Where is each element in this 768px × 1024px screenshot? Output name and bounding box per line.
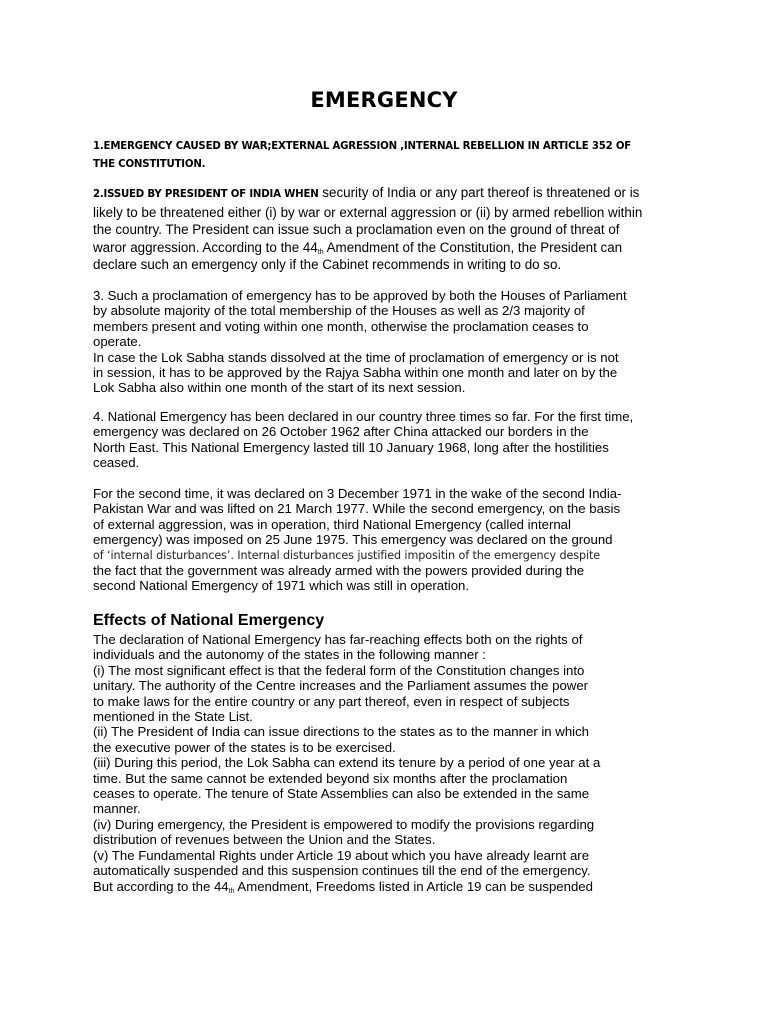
paragraph-3-line: operate.	[93, 334, 142, 350]
effects-line: manner.	[93, 801, 141, 817]
effects-line: (ii) The President of India can issue directions to the states as to the manner in which	[93, 724, 590, 740]
effects-line: the executive power of the states is to be exercised.	[93, 739, 396, 755]
paragraph-1-line: 1.EMERGENCY CAUSED BY WAR;EXTERNAL AGRESSION ,INTERNAL REBELLION IN ARTICLE 352 OF	[93, 141, 632, 152]
paragraph-3-line: In case the Lok Sabha stands dissolved at the time of proclamation of emergency or is not	[93, 349, 619, 365]
effects-text: But according to the 44	[93, 878, 229, 894]
effects-line: The declaration of National Emergency has far-reaching effects both on the rights of	[93, 632, 583, 647]
paragraph-3-line: 3. Such a proclamation of emergency has to be approved by both the Houses of Parliament	[93, 288, 627, 303]
section-heading: Effects of National Emergency	[93, 612, 325, 629]
effects-line: automatically suspended and this suspension continues till the end of the emergency.	[93, 863, 591, 879]
paragraph-2-lead: 2.ISSUED BY PRESIDENT OF INDIA WHEN	[93, 189, 319, 200]
paragraph-2-text: waror aggression. According to the 44	[93, 239, 318, 255]
paragraph-2-line: declare such an emergency only if the Cabinet recommends in writing to do so.	[93, 257, 562, 273]
effects-line: (i) The most significant effect is that the federal form of the Constitution changes into	[93, 662, 585, 678]
paragraph-1	[93, 138, 683, 174]
paragraph-5-line: emergency) was imposed on 25 June 1975. This emergency was declared on the ground	[93, 532, 613, 548]
ordinal-suffix: th	[317, 248, 324, 256]
effects-line: to make laws for the entire country or any part thereof, even in respect of subjects	[93, 693, 570, 709]
effects-line: mentioned in the State List.	[93, 709, 253, 725]
ordinal-suffix: th	[228, 887, 235, 895]
paragraph-3-line: members present and voting within one month, otherwise the proclamation ceases to	[93, 318, 589, 334]
paragraph-4-line: 4. National Emergency has been declared in our country three times so far. For the first time,	[93, 409, 634, 424]
paragraph-4-line: North East. This National Emergency lasted till 10 January 1968, long after the hostilities	[93, 439, 609, 455]
paragraph-4	[93, 409, 683, 471]
effects-line: individuals and the autonomy of the states in the following manner :	[93, 647, 486, 663]
effects-text: Amendment, Freedoms listed in Article 19 can be suspended	[234, 878, 593, 894]
effects-line: unitary. The authority of the Centre increases and the Parliament assumes the power	[93, 678, 589, 694]
paragraph-5-line: the fact that the government was already armed with the powers provided during the	[93, 563, 585, 579]
paragraph-2-line	[93, 184, 683, 204]
page-title: EMERGENCY	[310, 88, 458, 112]
paragraph-2	[93, 184, 683, 274]
paragraph-5-line: Pakistan War and was lifted on 21 March 1977. While the second emergency, on the basis	[93, 501, 621, 517]
paragraph-5-line: of external aggression, was in operation, third National Emergency (called internal	[93, 516, 571, 532]
paragraph-2-line: the country. The President can issue such a proclamation even on the ground of threat of	[93, 222, 620, 238]
paragraph-3	[93, 288, 683, 396]
paragraph-5-line: For the second time, it was declared on 3 December 1971 in the wake of the second India-	[93, 486, 622, 501]
paragraph-3-line: in session, it has to be approved by the Rajya Sabha within one month and later on by the	[93, 365, 618, 381]
paragraph-3-line: by absolute majority of the total membership of the Houses as well as 2/3 majority of	[93, 303, 585, 319]
paragraph-2-line	[93, 239, 683, 257]
paragraph-effects	[93, 632, 683, 894]
paragraph-2-line: likely to be threatened either (i) by war or external aggression or (ii) by armed rebellion within	[93, 204, 643, 220]
paragraph-5	[93, 486, 683, 594]
effects-line: distribution of revenues between the Union and the States.	[93, 832, 436, 848]
paragraph-4-line: ceased.	[93, 455, 140, 471]
effects-line: (v) The Fundamental Rights under Article 19 about which you have already learnt are	[93, 847, 590, 863]
paragraph-2-text: security of India or any part thereof is threatened or is	[318, 185, 640, 200]
effects-line: time. But the same cannot be extended beyond six months after the proclamation	[93, 770, 568, 786]
paragraph-1-line: THE CONSTITUTION.	[93, 159, 206, 170]
paragraph-3-line: Lok Sabha also within one month of the start of its next session.	[93, 380, 466, 396]
paragraph-2-text: Amendment of the Constitution, the President can	[323, 239, 623, 255]
effects-line: (iv) During emergency, the President is empowered to modify the provisions regarding	[93, 816, 595, 832]
effects-line	[93, 879, 683, 894]
paragraph-5-line: second National Emergency of 1971 which was still in operation.	[93, 578, 470, 594]
paragraph-4-line: emergency was declared on 26 October 1962 after China attacked our borders in the	[93, 424, 589, 440]
effects-line: ceases to operate. The tenure of State Assemblies can also be extended in the same	[93, 786, 590, 802]
effects-line: (iii) During this period, the Lok Sabha can extend its tenure by a period of one year at a	[93, 755, 601, 771]
paragraph-5-line: of ‘internal disturbances’. Internal disturbances justified impositin of the emergency despite	[93, 548, 601, 562]
